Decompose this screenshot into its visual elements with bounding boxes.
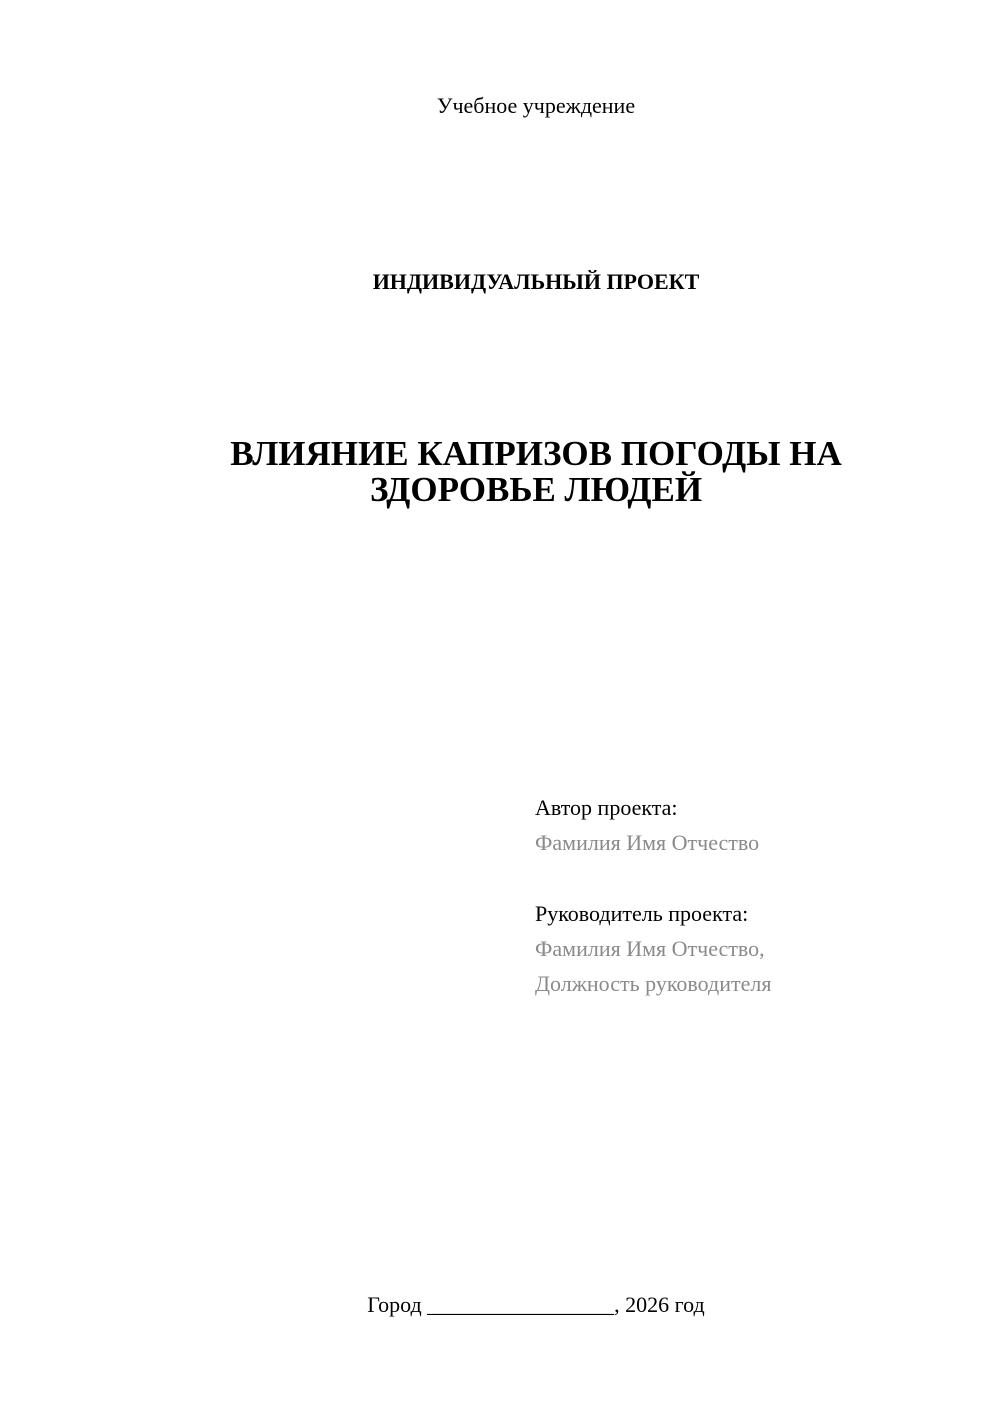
project-title-line-2: ЗДОРОВЬЕ ЛЮДЕЙ: [369, 470, 703, 509]
project-title: [0, 436, 1000, 508]
project-type-heading: ИНДИВИДУАЛЬНЫЙ ПРОЕКТ: [372, 269, 700, 294]
supervisor-position: Должность руководителя: [535, 971, 772, 996]
author-label: Автор проекта:: [535, 795, 678, 820]
institution-name: Учебное учреждение: [436, 93, 636, 118]
supervisor-label: Руководитель проекта:: [535, 901, 749, 926]
city-year-footer: Город _________________, 2026 год: [367, 1292, 705, 1317]
info-spacer: [535, 860, 975, 896]
supervisor-name: Фамилия Имя Отчество,: [535, 936, 765, 961]
author-name: Фамилия Имя Отчество: [535, 830, 760, 855]
project-title-line-1: ВЛИЯНИЕ КАПРИЗОВ ПОГОДЫ НА: [230, 434, 842, 473]
project-info-block: [535, 790, 975, 1001]
